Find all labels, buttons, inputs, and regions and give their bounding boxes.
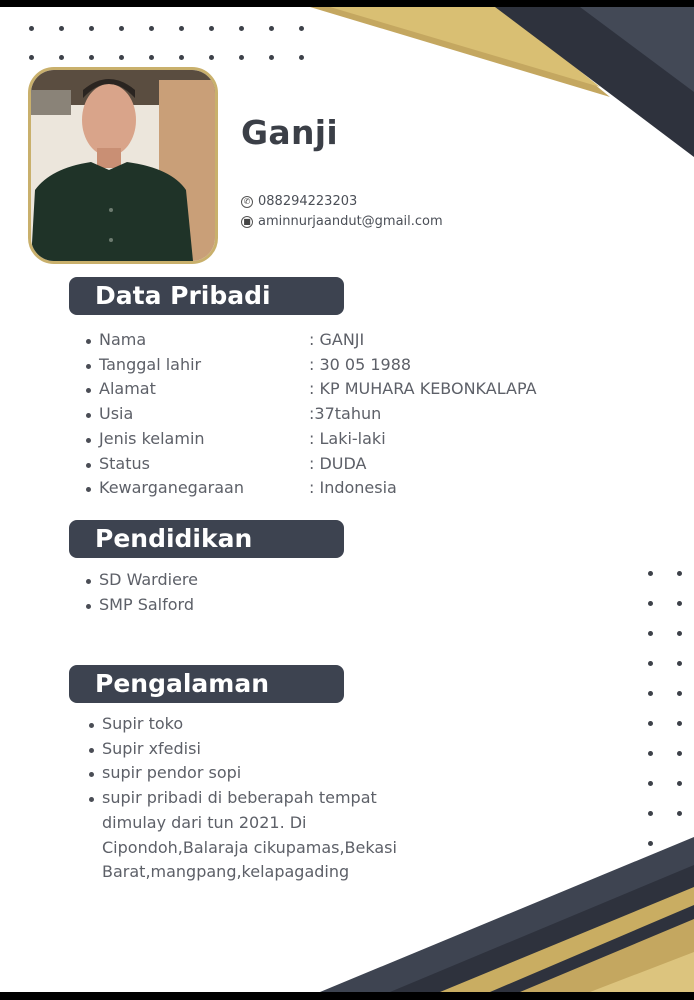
list-item: Kewarganegaraan : Indonesia: [83, 476, 583, 501]
profile-name: Ganji: [241, 113, 338, 152]
email-contact: [241, 214, 443, 229]
profile-photo: [28, 67, 218, 264]
list-item: SD Wardiere: [83, 568, 383, 593]
email-address: aminnurjaandut@gmail.com: [258, 214, 443, 229]
email-icon: ■: [241, 216, 253, 228]
section-header-data-pribadi: Data Pribadi: [69, 277, 344, 315]
list-item: Status : DUDA: [83, 452, 583, 477]
section-header-pengalaman: Pengalaman: [69, 665, 344, 703]
phone-icon: ✆: [241, 196, 253, 208]
list-item: supir pribadi di beberapah tempat dimulay dari tun 2021. Di Cipondoh,Balaraja cikupamas,Bekasi Barat,mangpang,kelapagading: [86, 786, 398, 885]
education-list: [83, 568, 383, 617]
resume-page: [0, 7, 694, 992]
list-item: supir pendor sopi: [86, 761, 398, 786]
list-item: Alamat : KP MUHARA KEBONKALAPA: [83, 377, 583, 402]
phone-contact: [241, 194, 357, 209]
list-item: Supir xfedisi: [86, 737, 398, 762]
personal-data-list: [83, 328, 583, 501]
list-item: Tanggal lahir : 30 05 1988: [83, 353, 583, 378]
phone-number: 088294223203: [258, 194, 358, 209]
list-item: Nama : GANJI: [83, 328, 583, 353]
list-item: SMP Salford: [83, 593, 383, 618]
list-item: Supir toko: [86, 712, 398, 737]
list-item: Jenis kelamin : Laki-laki: [83, 427, 583, 452]
experience-list: [86, 712, 398, 885]
list-item: Usia :37tahun: [83, 402, 583, 427]
section-header-pendidikan: Pendidikan: [69, 520, 344, 558]
